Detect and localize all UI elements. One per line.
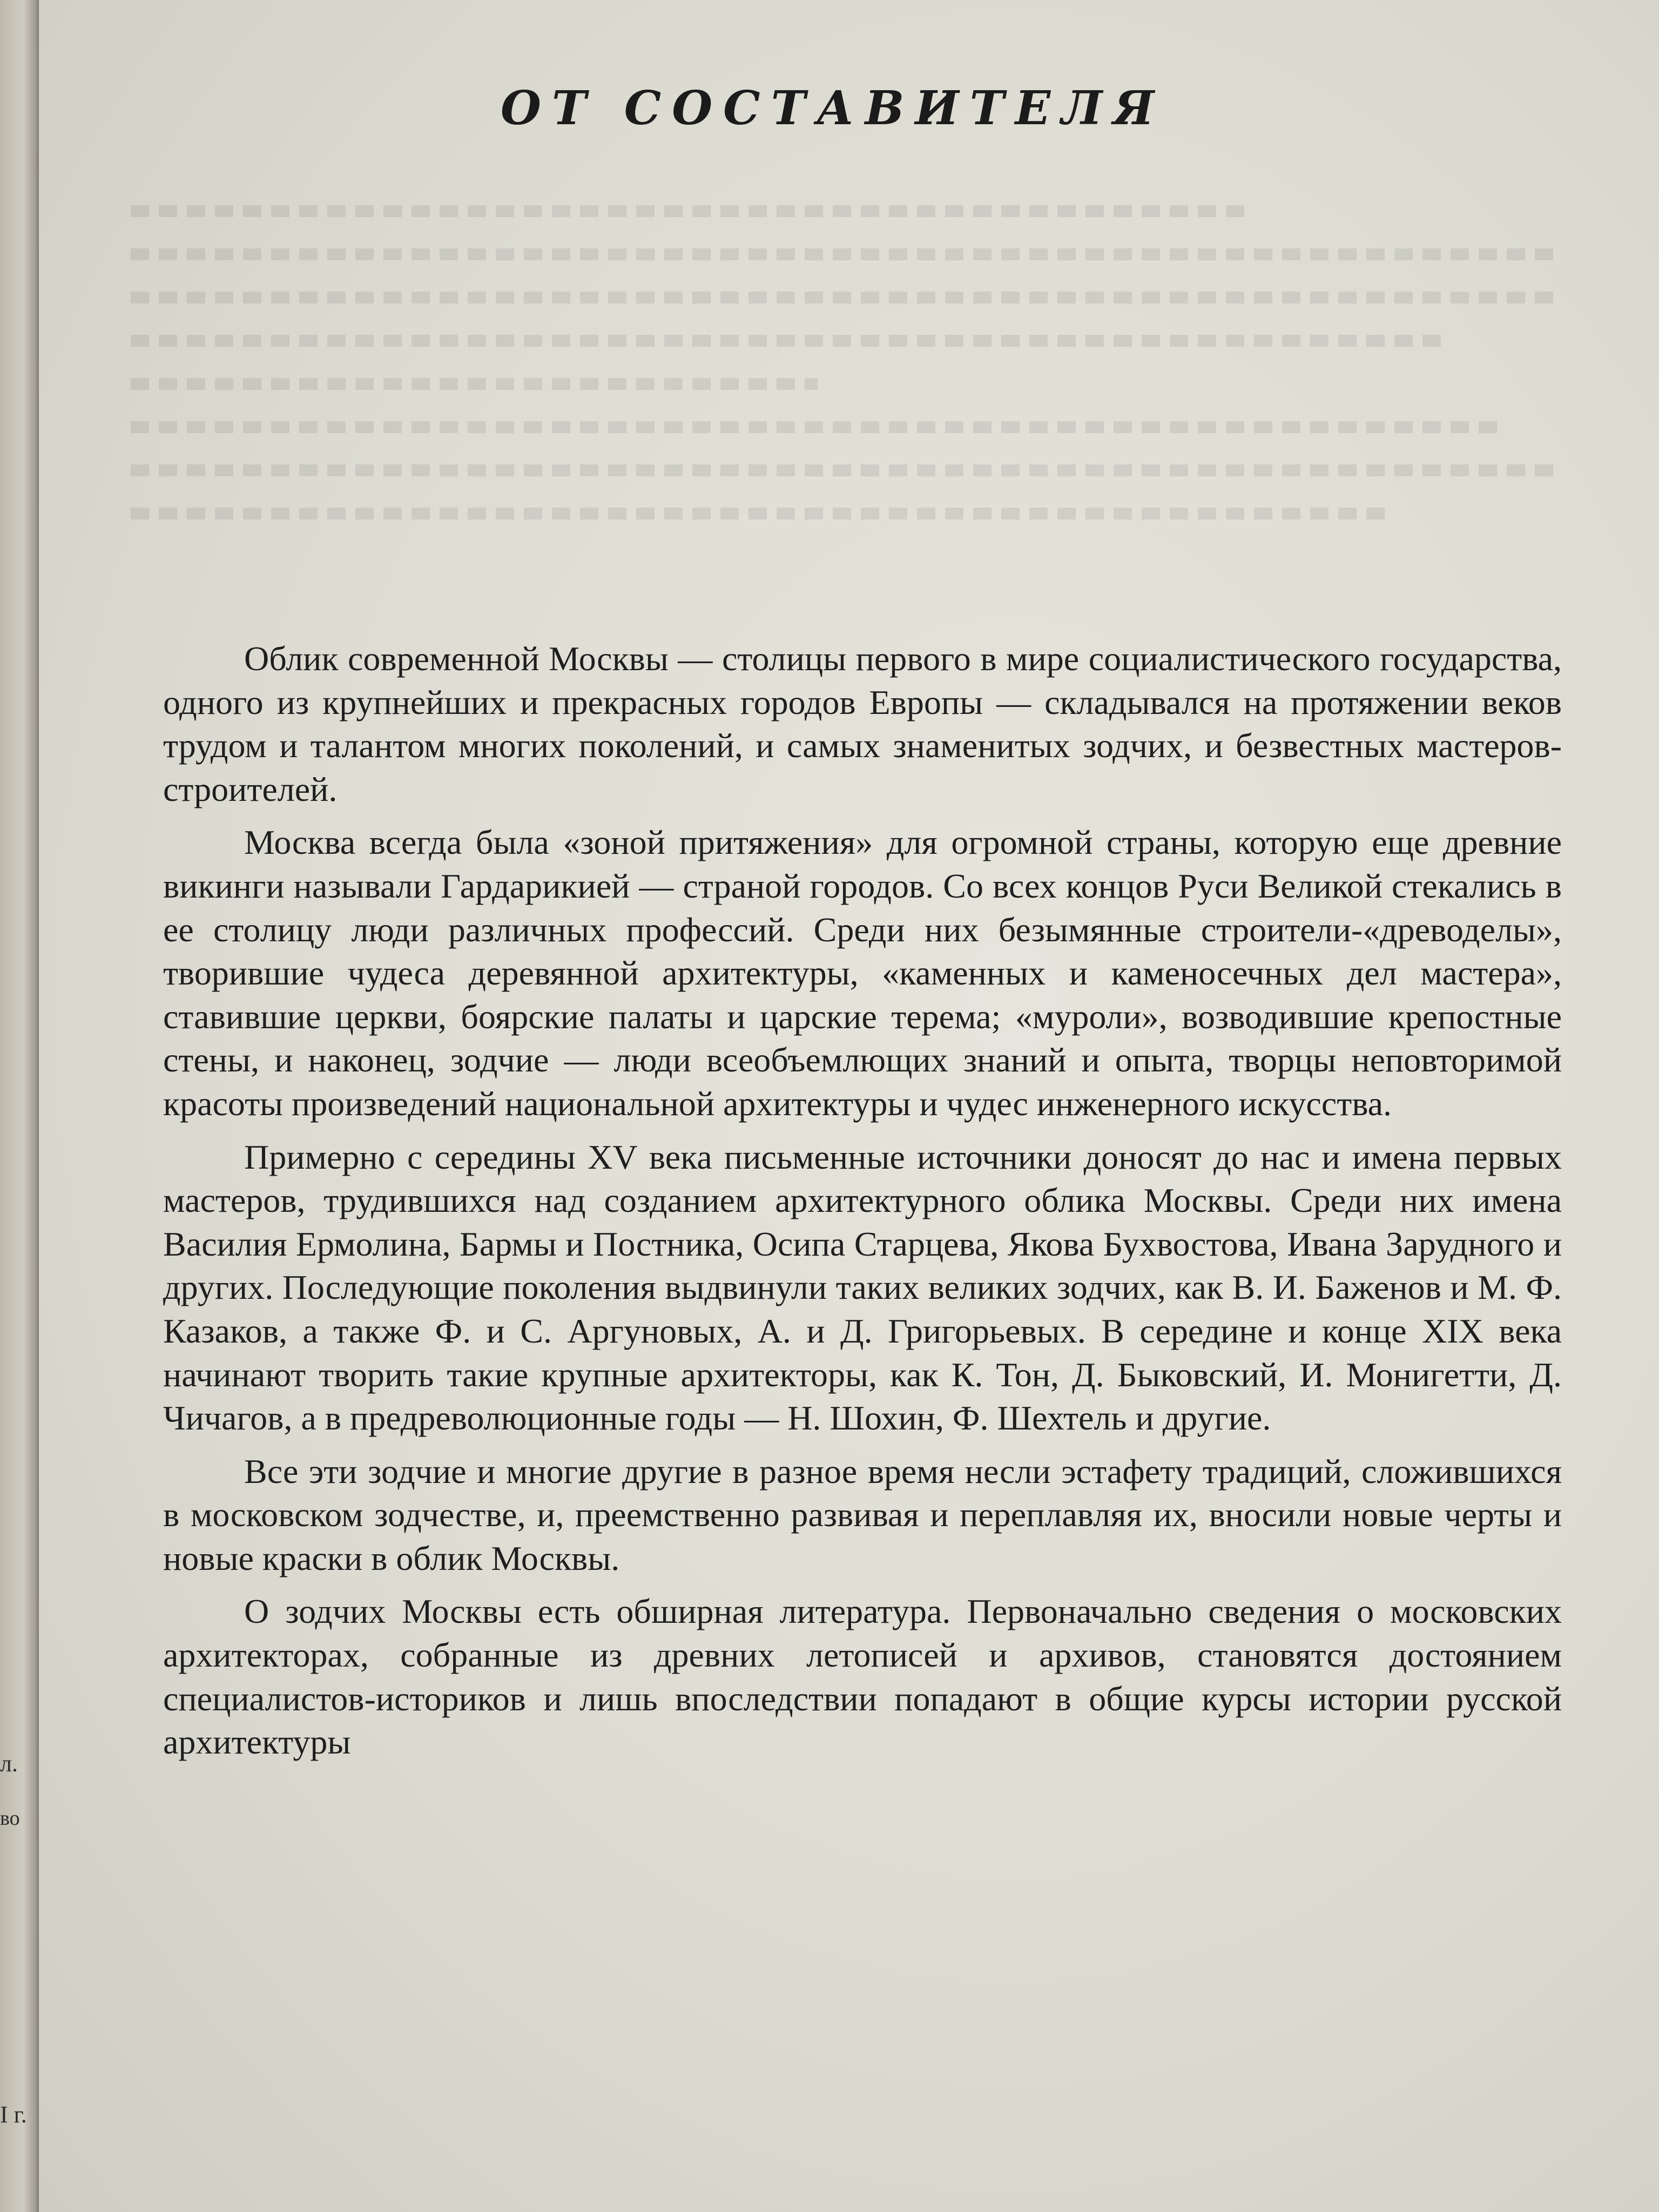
- adjacent-page-fragment: I г.: [0, 2101, 27, 2128]
- adjacent-page-fragment: л.: [0, 1750, 18, 1777]
- show-through-text: [131, 205, 1562, 583]
- adjacent-page-edge: [0, 0, 39, 2212]
- paragraph: О зодчих Москвы есть обширная литература. Первоначально сведения о московских архитекторах, собранные из древних летописей и архивов, становятся достоянием специалистов-историков и лишь впоследствии попадают в общие курсы истории русской архитектуры: [163, 1592, 1562, 1762]
- paragraph: Примерно с середины XV века письменные источники доносят до нас и имена первых мастеров, трудившихся над созданием архитектурного облика Москвы. Среди них имена Василия Ермолина, Бармы и Постника, Осипа Старцева, Якова Бухвостова, Ивана Зарудного и других. Последующие поколения выдвинули таких великих зодчих, как В. И. Баженов и М. Ф. Казаков, а также Ф. и С. Аргуновых, А. и Д. Григорьевых. В середине и конце XIX века начинают творить такие крупные архитекторы, как К. Тон, Д. Быковский, И. Монигетти, Д. Чичагов, а в предреволюционные годы — Н. Шохин, Ф. Шехтель и другие.: [163, 1137, 1562, 1438]
- page-heading: ОТ СОСТАВИТЕЛЯ: [500, 81, 1165, 136]
- adjacent-page-fragment: во: [0, 1807, 20, 1830]
- paragraph: Все эти зодчие и многие другие в разное время несли эстафету традиций, сложившихся в московском зодчестве, и, преемственно развивая и переплавляя их, вносили новые черты и новые краски в облик Москвы.: [163, 1452, 1562, 1577]
- paragraph: Москва всегда была «зоной притяжения» для огромной страны, которую еще древние викинги называли Гардарикией — страной городов. Со всех концов Руси Великой стекались в ее столицу люди различных профессий. Среди них безымянные строители-«древоделы», творившие чудеса деревянной архитектуры, «каменных и каменосечных дел мастера», ставившие церкви, боярские палаты и царские терема; «муроли», возводившие крепостные стены, и наконец, зодчие — люди всеобъемлющих знаний и опыта, творцы неповторимой красоты произведений национальной архитектуры и чудес инженерного искусства.: [163, 823, 1562, 1123]
- paragraph: Облик современной Москвы — столицы первого в мире социалистического государства, одного из крупнейших и прекрасных городов Европы — складывался на протяжении веков трудом и талантом многих поколений, и самых знаменитых зодчих, и безвестных мастеров-строителей.: [163, 639, 1562, 808]
- book-page: [39, 0, 1659, 2212]
- body-text: [163, 637, 1562, 1774]
